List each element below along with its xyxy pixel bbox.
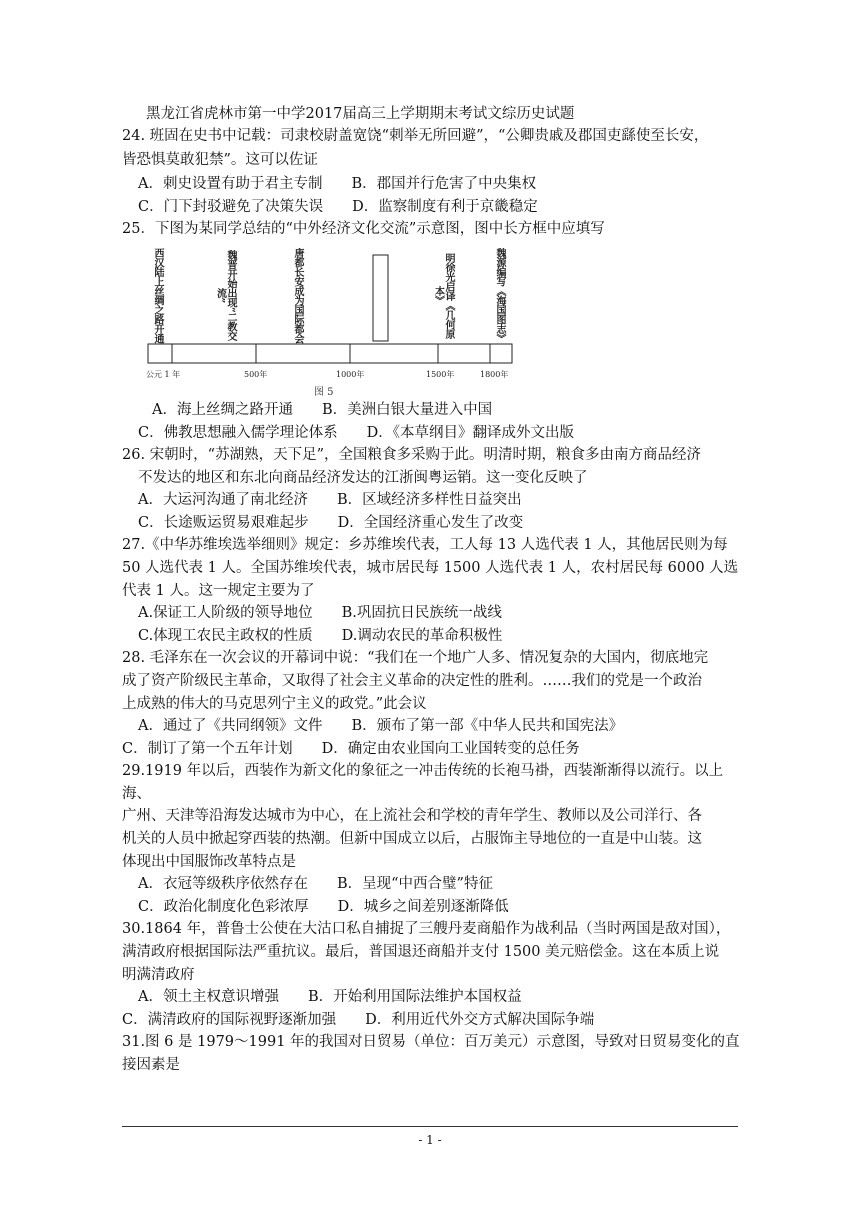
q28-stem-line2: 成了资产阶级民主革命，又取得了社会主义革命的决定性的胜利。……我们的党是一个政治	[122, 673, 702, 689]
q24-stem-line1: 24. 班固在史书中记载：司隶校尉盖宽饶“刺举无所回避”，“公卿贵戚及郡国吏繇使至长安，	[122, 128, 709, 144]
q26-options-cd: C．长途贩运贸易艰难起步 D．全国经济重心发生了改变	[138, 515, 524, 531]
timeline-bar	[148, 344, 512, 363]
q30-stem-line2: 满清政府根据国际法严重抗议。最后，普国退还商船并支付 1500 美元赔偿金。这在本质上说	[122, 944, 720, 960]
q27-options-ab: A.保证工人阶级的领导地位 B.巩固抗日民族统一战线	[138, 605, 502, 621]
q27-options-cd: C.体现工农民主政权的性质 D.调动农民的革命积极性	[138, 628, 503, 644]
q26-stem-line2: 不发达的地区和东北向商品经济发达的江浙闽粤运销。这一变化反映了	[138, 470, 588, 486]
q31-stem-line2: 接因素是	[122, 1057, 180, 1073]
tick-label-1: 公元 1 年	[146, 370, 181, 379]
q28-options-ab: A．通过了《共同纲领》文件 B．颁布了第一部《中华人民共和国宪法》	[138, 718, 624, 734]
q28-stem-line1: 28. 毛泽东在一次会议的开幕词中说：“我们在一个地广人多、情况复杂的大国内，彻底地完	[122, 650, 709, 666]
q29-stem-line2: 海、	[122, 786, 151, 802]
footer-rule	[122, 1126, 738, 1127]
timeline-label-4: 明徐光启译《几何原本》	[432, 252, 454, 339]
tick-label-3: 1000年	[336, 370, 365, 379]
tick-label-4: 1500年	[426, 370, 455, 379]
q27-stem-line3: 代表 1 人。这一规定主要为了	[122, 583, 315, 599]
timeline-label-5: 魏源编写《海国图志》	[494, 248, 505, 343]
q29-stem-line4: 机关的人员中掀起穿西装的热潮。但新中国成立以后，占服饰主导地位的一直是中山装。这	[122, 831, 702, 847]
q30-stem-line1: 30.1864 年，普鲁士公使在大沽口私自捕捉了三艘丹麦商船作为战利品（当时两国是敌对国），	[122, 921, 731, 937]
tick-label-5: 1800年	[480, 370, 509, 379]
q27-stem-line1: 27.《中华苏维埃选举细则》规定：乡苏维埃代表，工人每 13 人选代表 1 人，其他居民则为每	[122, 537, 728, 553]
figure-caption: 图 5	[314, 387, 334, 398]
q30-options-cd: C．满清政府的国际视野逐渐加强 D．利用近代外交方式解决国际争端	[122, 1012, 595, 1028]
q25-stem: 25．下图为某同学总结的“中外经济文化交流”示意图，图中长方框中应填写	[122, 221, 605, 237]
q26-options-ab: A．大运河沟通了南北经济 B．区域经济多样性日益突出	[138, 492, 522, 508]
q31-stem-line1: 31.图 6 是 1979～1991 年的我国对日贸易（单位：百万美元）示意图，导致对日贸易变化的直	[122, 1034, 740, 1050]
q26-stem-line1: 26. 宋朝时，“苏湖熟，天下足”，全国粮食多采购于此。明清时期，粮食多由南方商品经济	[122, 447, 701, 463]
page-title: 黑龙江省虎林市第一中学2017届高三上学期期末考试文综历史试题	[146, 106, 575, 122]
q27-stem-line2: 50 人选代表 1 人。全国苏维埃代表，城市居民每 1500 人选代表 1 人，农村居民每 6000 人选	[122, 560, 739, 576]
q29-options-ab: A．衣冠等级秩序依然存在 B．呈现“中西合璧”特征	[138, 876, 493, 892]
q29-stem-line5: 体现出中国服饰改革特点是	[122, 854, 296, 870]
q24-options-cd: C．门下封驳避免了决策失误 D．监察制度有利于京畿稳定	[138, 199, 538, 215]
page-number: - 1 -	[418, 1133, 442, 1147]
q28-options-cd: C．制订了第一个五年计划 D．确定由农业国向工业国转变的总任务	[122, 741, 580, 757]
timeline-svg	[140, 240, 520, 400]
q30-options-ab: A．领土主权意识增强 B．开始利用国际法维护本国权益	[138, 989, 522, 1005]
timeline-label-3: 唐都长安成为国际都会	[292, 248, 303, 343]
q24-options-ab: A．刺史设置有助于君主专制 B．郡国并行危害了中央集权	[138, 176, 537, 192]
timeline-label-1: 西汉陆上丝绸之路开通	[152, 248, 163, 343]
blank-answer-box	[373, 255, 388, 341]
tick-label-2: 500年	[244, 370, 268, 379]
q29-options-cd: C．政治化制度化色彩浓厚 D．城乡之间差别逐渐降低	[138, 899, 509, 915]
q28-stem-line3: 上成熟的伟大的马克思列宁主义的政党。”此会议	[122, 696, 427, 712]
q25-options-cd: C．佛教思想融入儒学理论体系 D．《本草纲目》翻译成外文出版	[138, 425, 574, 441]
timeline-label-2: 魏晋开始出现“二教交流”	[214, 250, 236, 341]
q24-stem-line2: 皆恐惧莫敢犯禁”。这可以佐证	[122, 152, 318, 168]
q30-stem-line3: 明满清政府	[122, 967, 195, 983]
q29-stem-line1: 29.1919 年以后，西装作为新文化的象征之一冲击传统的长袍马褂，西装渐渐得以流行。以上	[122, 763, 724, 779]
timeline-figure	[140, 240, 520, 400]
q25-options-ab: A．海上丝绸之路开通 B．美洲白银大量进入中国	[152, 402, 493, 418]
q29-stem-line3: 广州、天津等沿海发达城市为中心，在上流社会和学校的青年学生、教师以及公司洋行、各	[122, 808, 702, 824]
